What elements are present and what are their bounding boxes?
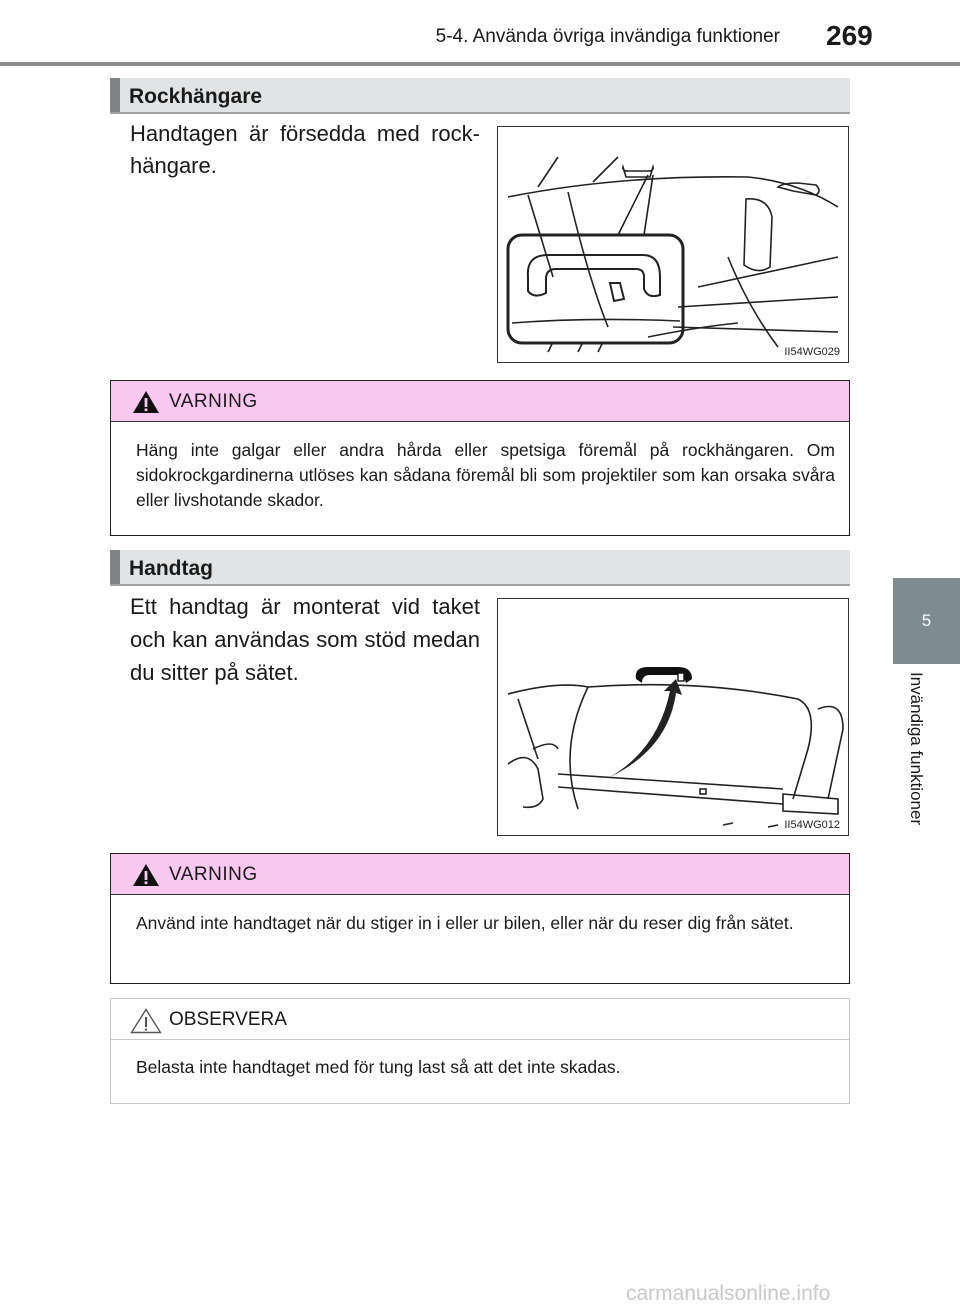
notice-box	[110, 998, 850, 1104]
figure-code: II54WG029	[784, 346, 840, 358]
warning-label: VARNING	[169, 864, 258, 885]
caution-triangle-icon	[130, 1008, 162, 1034]
grab-handle-text: Ett handtag är monterat vid taket och kan användas som stöd medan du sitter på sätet.	[130, 594, 480, 685]
grab-handle-drawing	[498, 599, 848, 835]
section-heading-text: Rockhängare	[129, 85, 263, 108]
header-rule	[0, 62, 960, 66]
warning-text: Häng inte galgar eller andra hårda eller spetsiga föremål på rockhängaren. Om sidokrockgardinerna utlöses kan sådana föremål bli som projektiler som kan orsaka svåra eller livshotande skador.	[136, 440, 835, 510]
warning-header	[111, 854, 849, 895]
warning-box-grab-handle	[110, 853, 850, 984]
grab-handle-illustration	[497, 598, 849, 836]
figure-code: II54WG012	[784, 819, 840, 831]
notice-header	[111, 999, 849, 1040]
notice-text: Belasta inte handtaget med för tung last så att det inte skadas.	[136, 1057, 621, 1077]
warning-header	[111, 381, 849, 422]
warning-box-coat-hooks	[110, 380, 850, 536]
running-header-section: 5-4. Använda övriga invändiga funktioner	[435, 26, 780, 47]
heading-accent-bar	[110, 78, 120, 112]
chapter-tab-label: Invändiga funktioner	[907, 672, 926, 826]
section-heading-text: Handtag	[129, 557, 213, 580]
watermark: carmanualsonline.info	[626, 1282, 831, 1305]
coat-hook-drawing	[498, 127, 848, 362]
section-heading-grab-handle	[110, 550, 850, 586]
coat-hooks-text: Handtagen är försedda med rock-hängare.	[130, 121, 480, 178]
page-number: 269	[826, 20, 873, 51]
warning-triangle-icon	[132, 863, 160, 887]
coat-hook-illustration	[497, 126, 849, 363]
section-heading-coat-hooks	[110, 78, 850, 114]
chapter-tab-number[interactable]: 5	[893, 578, 960, 664]
notice-label: OBSERVERA	[169, 1009, 287, 1030]
heading-accent-bar	[110, 550, 120, 584]
warning-triangle-icon	[132, 390, 160, 414]
warning-text: Använd inte handtaget när du stiger in i eller ur bilen, eller när du reser dig från sätet.	[136, 913, 794, 933]
warning-label: VARNING	[169, 391, 258, 412]
